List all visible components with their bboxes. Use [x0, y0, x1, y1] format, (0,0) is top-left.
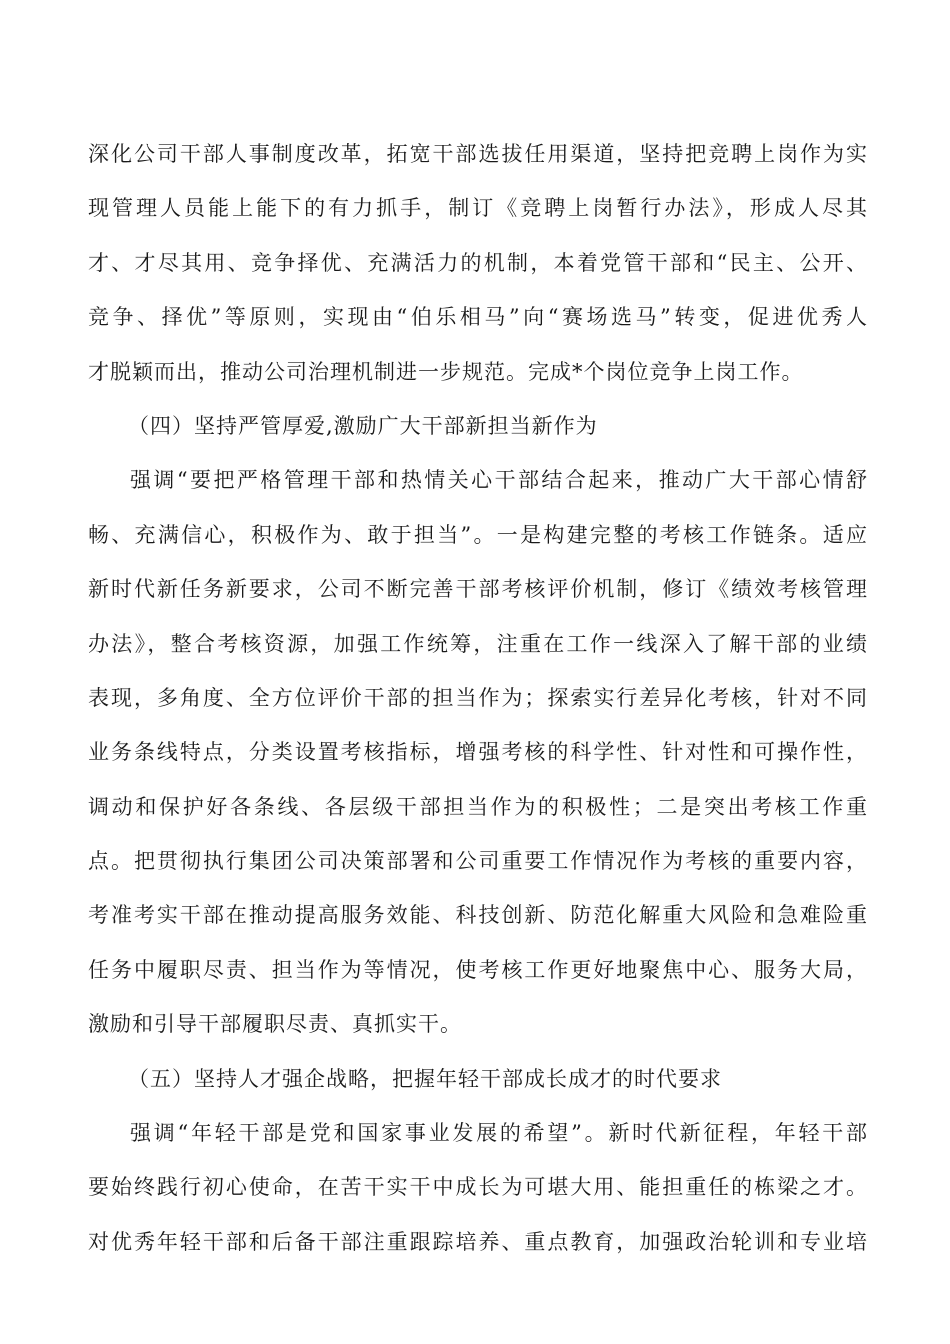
paragraph-3-line: 对优秀年轻干部和后备干部注重跟踪培养、重点教育，加强政治轮训和专业培	[88, 1229, 868, 1254]
section-heading-5: （五）坚持人才强企战略，把握年轻干部成长成才的时代要求	[128, 1066, 722, 1091]
paragraph-3-line: 强调“年轻干部是党和国家事业发展的希望”。新时代新征程，年轻干部	[130, 1121, 868, 1146]
paragraph-1-line: 现管理人员能上能下的有力抓手，制订《竞聘上岗暂行办法》，形成人尽其	[88, 196, 868, 221]
section-heading-4: （四）坚持严管厚爱,激励广大干部新担当新作为	[128, 413, 598, 438]
paragraph-2-line: 畅、充满信心，积极作为、敢于担当”。一是构建完整的考核工作链条。适应	[88, 522, 868, 547]
paragraph-2-line: 表现，多角度、全方位评价干部的担当作为；探索实行差异化考核，针对不同	[88, 685, 868, 710]
paragraph-1-line: 才脱颖而出，推动公司治理机制进一步规范。完成*个岗位竞争上岗工作。	[88, 359, 804, 384]
paragraph-1-line: 竞争、择优”等原则，实现由“伯乐相马”向“赛场选马”转变，促进优秀人	[88, 305, 868, 330]
paragraph-2-line: 业务条线特点，分类设置考核指标，增强考核的科学性、针对性和可操作性，	[88, 740, 868, 765]
paragraph-2-line: 考准考实干部在推动提高服务效能、科技创新、防范化解重大风险和急难险重	[88, 903, 868, 928]
paragraph-2-line: 任务中履职尽责、担当作为等情况，使考核工作更好地聚焦中心、服务大局，	[88, 957, 868, 982]
paragraph-2-line: 新时代新任务新要求，公司不断完善干部考核评价机制，修订《绩效考核管理	[88, 577, 868, 602]
paragraph-2-line: 强调“要把严格管理干部和热情关心干部结合起来，推动广大干部心情舒	[130, 468, 868, 493]
paragraph-1-line: 才、才尽其用、竞争择优、充满活力的机制，本着党管干部和“民主、公开、	[88, 250, 868, 275]
document-body	[88, 127, 868, 1269]
paragraph-1-line: 深化公司干部人事制度改革，拓宽干部选拔任用渠道，坚持把竞聘上岗作为实	[88, 142, 868, 166]
paragraph-2-line: 办法》，整合考核资源，加强工作统筹，注重在工作一线深入了解干部的业绩	[88, 631, 868, 656]
paragraph-2-line: 点。把贯彻执行集团公司决策部署和公司重要工作情况作为考核的重要内容，	[88, 849, 868, 874]
paragraph-3-line: 要始终践行初心使命，在苦干实干中成长为可堪大用、能担重任的栋梁之才。	[88, 1175, 868, 1200]
paragraph-2-line: 激励和引导干部履职尽责、真抓实干。	[88, 1012, 462, 1037]
paragraph-2-line: 调动和保护好各条线、各层级干部担当作为的积极性；二是突出考核工作重	[88, 794, 868, 819]
